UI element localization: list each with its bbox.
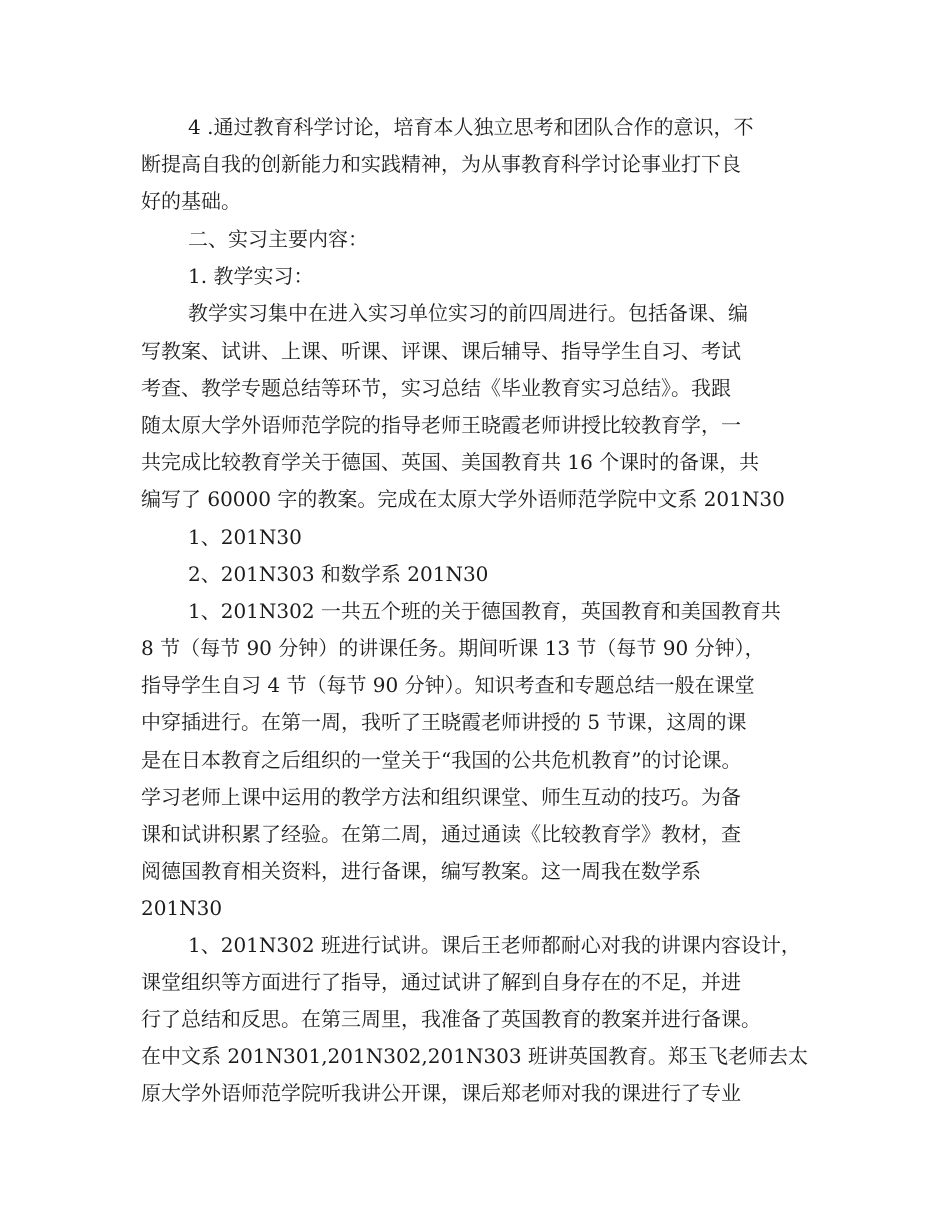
text-line: 断提高自我的创新能力和实践精神，为从事教育科学讨论事业打下良 — [141, 152, 741, 176]
text-line: 4 .通过教育科学讨论，培育本人独立思考和团队合作的意识，不 — [188, 115, 754, 139]
text-line: 共完成比较教育学关于德国、英国、美国教育共 16 个课时的备课，共 — [141, 450, 760, 474]
text-line: 考查、教学专题总结等环节，实习总结《毕业教育实习总结》。我跟 — [141, 376, 731, 400]
text-line: 在中文系 201N301,201N302,201N303 班讲英国教育。郑玉飞老师去太 — [141, 1044, 808, 1068]
text-line: 学习老师上课中运用的教学方法和组织课堂、师生互动的技巧。为备 — [141, 785, 741, 809]
text-line: 2、201N303 和数学系 201N30 — [188, 562, 489, 586]
text-line: 8 节（每节 90 分钟）的讲课任务。期间听课 13 节（每节 90 分钟）， — [141, 636, 765, 660]
text-line: 201N30 — [141, 896, 223, 920]
text-line: 1、201N302 班进行试讲。课后王老师都耐心对我的讲课内容设计， — [188, 933, 801, 957]
section-heading: 二、实习主要内容： — [188, 227, 368, 251]
text-line: 教学实习集中在进入实习单位实习的前四周进行。包括备课、编 — [188, 301, 748, 325]
text-line: 原大学外语师范学院听我讲公开课，课后郑老师对我的课进行了专业 — [141, 1081, 741, 1105]
text-line: 课堂组织等方面进行了指导，通过试讲了解到自身存在的不足，并进 — [141, 970, 741, 994]
text-line: 是在日本教育之后组织的一堂关于“我国的公共危机教育”的讨论课。 — [141, 748, 742, 772]
text-line: 阅德国教育相关资料，进行备课，编写教案。这一周我在数学系 — [141, 859, 701, 883]
text-line: 随太原大学外语师范学院的指导老师王晓霞老师讲授比较教育学，一 — [141, 413, 741, 437]
text-line: 写教案、试讲、上课、听课、评课、课后辅导、指导学生自习、考试 — [141, 339, 741, 363]
text-line: 1、201N302 一共五个班的关于德国教育，英国教育和美国教育共 — [188, 599, 781, 623]
text-line: 指导学生自习 4 节（每节 90 分钟）。知识考查和专题总结一般在课堂 — [141, 673, 755, 697]
text-line: 中穿插进行。在第一周，我听了王晓霞老师讲授的 5 节课，这周的课 — [141, 710, 747, 734]
text-line: 编写了 60000 字的教案。完成在太原大学外语师范学院中文系 201N30 — [141, 487, 785, 511]
subsection-heading: 1. 教学实习： — [188, 264, 314, 288]
text-line: 1、201N30 — [188, 525, 302, 549]
text-line: 课和试讲积累了经验。在第二周，通过通读《比较教育学》教材，查 — [141, 822, 741, 846]
text-line: 好的基础。 — [141, 189, 241, 213]
text-line: 行了总结和反思。在第三周里，我准备了英国教育的教案并进行备课。 — [141, 1007, 761, 1031]
